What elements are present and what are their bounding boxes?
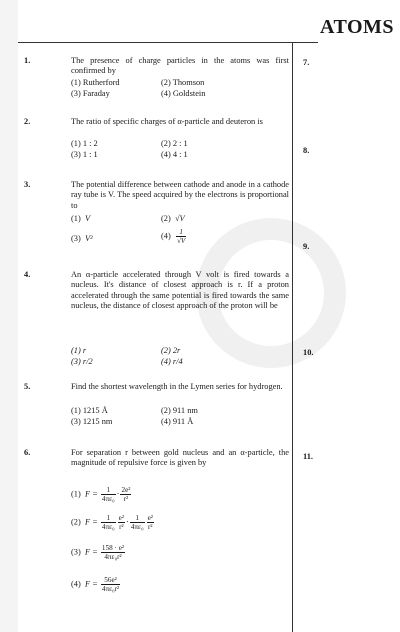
option-3[interactable]: (3) 1 : 1	[71, 150, 98, 159]
option-4[interactable]: (4) 4 : 1	[161, 150, 188, 159]
option-2[interactable]	[161, 214, 185, 224]
option-1[interactable]	[71, 214, 90, 224]
question-number: 3.	[24, 180, 31, 189]
question-number: 1.	[24, 56, 31, 65]
option-3[interactable]: (3) r/2	[71, 357, 93, 366]
dot: ·	[116, 489, 120, 499]
option-3[interactable]: (3) 1215 nm	[71, 417, 113, 426]
question-number: 4.	[24, 270, 31, 279]
option-2[interactable]: (2) 2 : 1	[161, 139, 188, 148]
option-value: √V	[174, 214, 185, 223]
question-5	[24, 382, 286, 430]
fraction: $\frac{1}{\text{4πε₀}}$	[101, 514, 115, 531]
side-question-number: 11.	[303, 452, 314, 461]
option-value: V²	[84, 234, 93, 243]
option-value: V	[84, 214, 91, 223]
option-lhs: F =	[84, 517, 98, 527]
dot: ·	[126, 517, 129, 527]
fraction: $\frac{1}{√V}$	[176, 228, 186, 245]
fraction: $\frac{\text{158 · e²}}{\text{4πε₀r²}}$	[101, 544, 125, 561]
option-lhs: F =	[84, 547, 98, 557]
side-question-number: 7.	[303, 58, 310, 67]
option-label: (1)	[71, 214, 81, 223]
question-text: An α-particle accelerated through V volt is fired towards a nucleus. It's distance of closest approach is r. If a proton accelerated through the same potential is fired towards the same nucleus, the distance of closest approach of the proton will be	[71, 270, 289, 311]
option-2[interactable]: (2) 911 nm	[161, 406, 198, 415]
header-rule	[18, 42, 318, 43]
option-label: (4)	[71, 579, 81, 589]
option-1[interactable]: (1) 1 : 2	[71, 139, 98, 148]
option-4[interactable]: (4) r/4	[161, 357, 183, 366]
question-text: The potential difference between cathode and anode in a cathode ray tube is V. The speed acquired by the electrons is proportional to	[71, 180, 289, 210]
side-question-number: 10.	[303, 348, 314, 357]
side-question-number: 9.	[303, 242, 310, 251]
option-label: (1)	[71, 489, 81, 499]
option-4[interactable]: (4) 911 Å	[161, 417, 194, 426]
fraction: $\frac{\text{56e²}}{\text{4πε₀r²}}$	[101, 576, 120, 593]
question-text: For separation r between gold nucleus and an α-particle, the magnitude of repulsive force is given by	[71, 448, 289, 468]
option-4[interactable]	[161, 228, 187, 245]
question-3	[24, 180, 289, 262]
fraction: $\frac{\text{2e²}}{\text{r²}}$	[121, 486, 131, 503]
option-3[interactable]	[71, 544, 126, 561]
option-3[interactable]: (3) Faraday	[71, 89, 110, 98]
option-label: (2)	[71, 517, 81, 527]
option-1[interactable]	[71, 486, 132, 503]
option-label: (3)	[71, 234, 81, 243]
question-number: 2.	[24, 117, 31, 126]
option-2[interactable]: (2) 2r	[161, 346, 181, 355]
option-1[interactable]: (1) Rutherford	[71, 78, 120, 87]
question-number: 6.	[24, 448, 31, 457]
side-question-number: 8.	[303, 146, 310, 155]
fraction: $\frac{1}{\text{4πε₀}}$	[101, 486, 115, 503]
option-1[interactable]: (1) r	[71, 346, 87, 355]
fraction: $\frac{\text{e²}}{\text{r²}}$	[147, 514, 153, 531]
option-3[interactable]	[71, 234, 93, 244]
left-margin	[0, 0, 18, 632]
fraction: $\frac{\text{e²}}{\text{r²}}$	[118, 514, 125, 531]
option-1[interactable]: (1) 1215 Å	[71, 406, 108, 415]
option-label: (4)	[161, 231, 171, 241]
option-4[interactable]	[71, 576, 121, 593]
question-text: The ratio of specific charges of α-particle and deuteron is	[71, 117, 263, 126]
question-4	[24, 270, 289, 370]
option-label: (2)	[161, 214, 171, 223]
fraction: $\frac{1}{\text{4πε₀}}$	[130, 514, 144, 531]
option-lhs: F =	[84, 489, 98, 499]
question-number: 5.	[24, 382, 31, 391]
question-6	[24, 448, 289, 628]
page-title: ATOMS	[320, 16, 394, 38]
question-text: The presence of charge particles in the atoms was first confirmed by	[71, 56, 289, 76]
option-2[interactable]	[71, 514, 155, 531]
option-lhs: F =	[84, 579, 98, 589]
question-text: Find the shortest wavelength in the Lymen series for hydrogen.	[71, 382, 283, 391]
option-4[interactable]: (4) Goldstein	[161, 89, 206, 98]
question-1	[24, 56, 289, 102]
option-2[interactable]: (2) Thomson	[161, 78, 205, 87]
option-label: (3)	[71, 547, 81, 557]
question-2	[24, 117, 286, 163]
